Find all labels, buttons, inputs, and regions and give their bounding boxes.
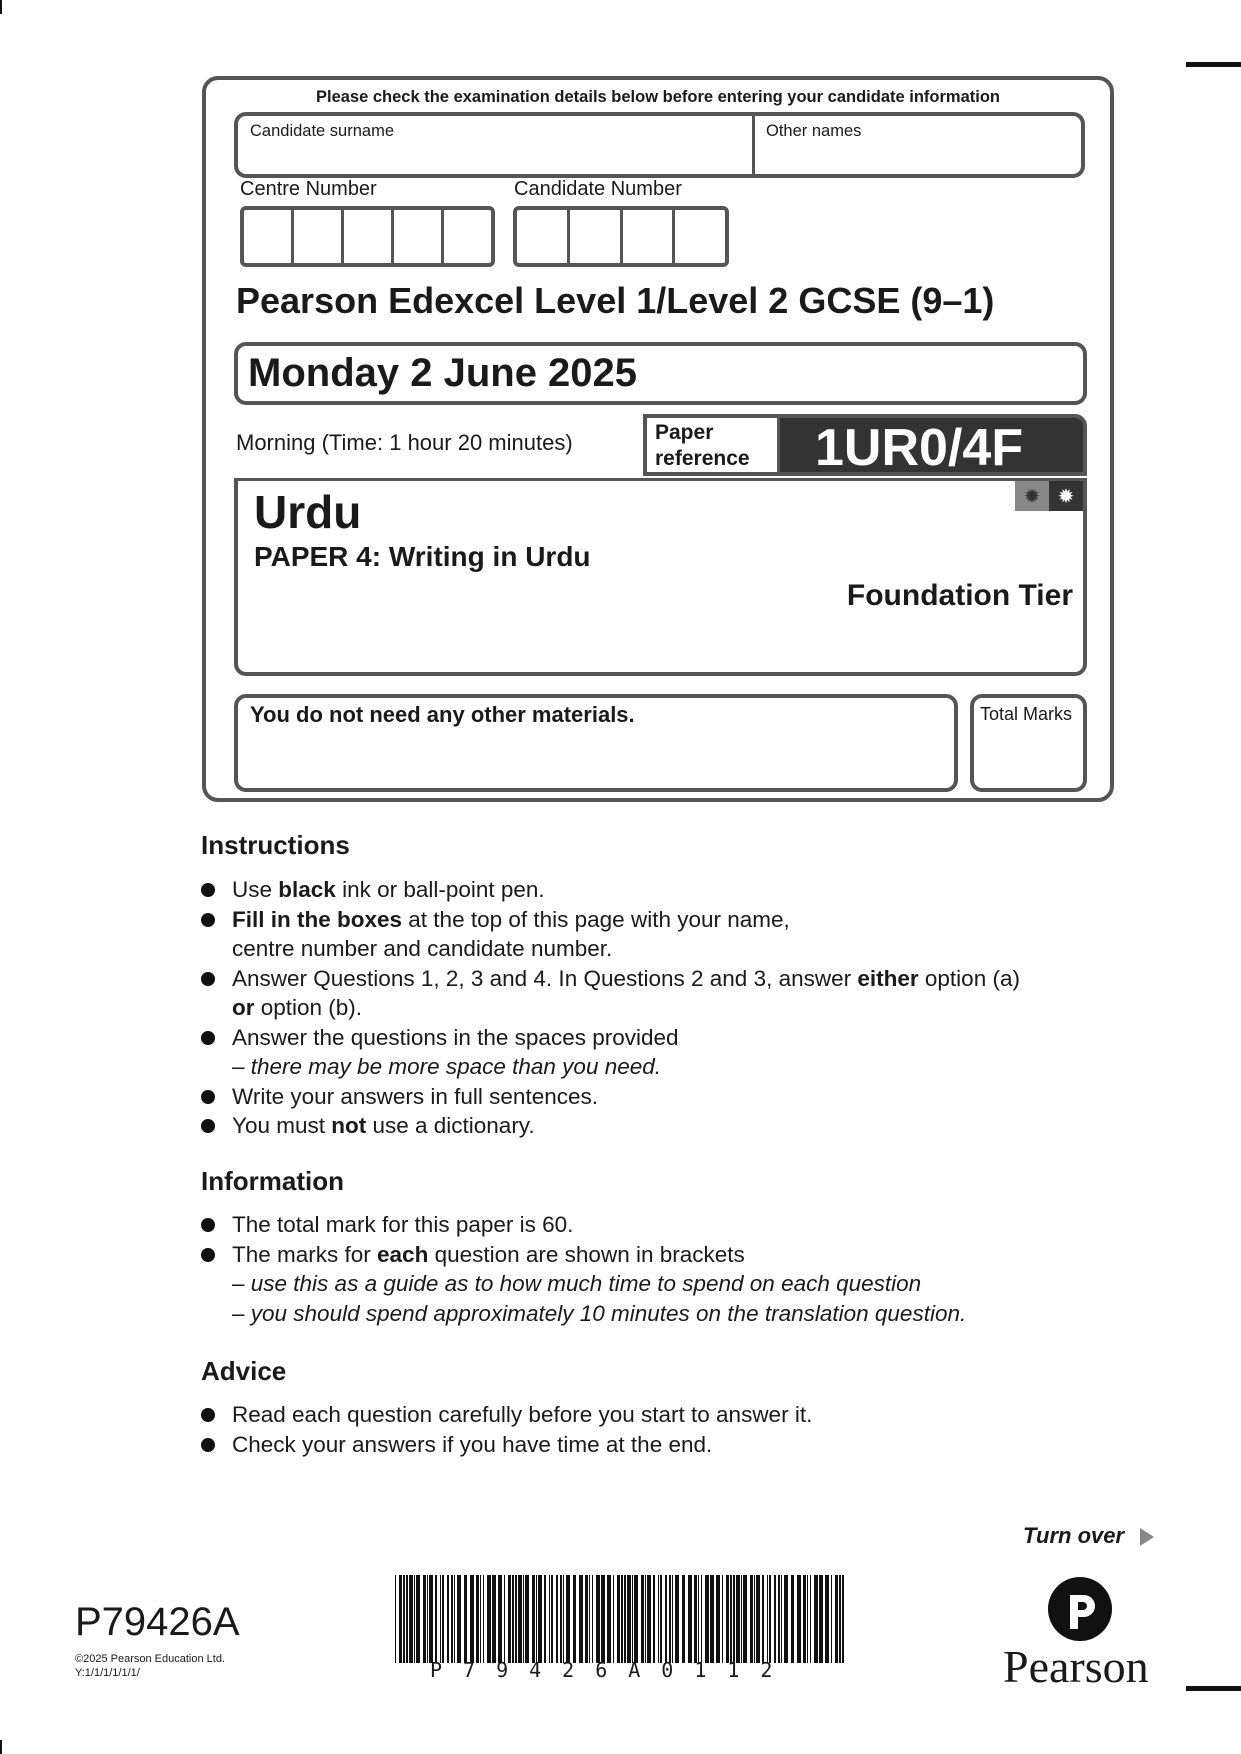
barcode-bar — [743, 1575, 747, 1663]
item-text: Answer Questions 1, 2, 3 and 4. In Questions 2 and 3, answer — [232, 965, 858, 991]
barcode-bar — [492, 1575, 496, 1663]
barcode-bar — [423, 1575, 426, 1663]
barcode-bar — [665, 1575, 667, 1663]
barcode-bar — [556, 1575, 558, 1663]
paper-title — [254, 541, 591, 573]
barcode-bar — [579, 1575, 583, 1663]
item-text: question are shown in brackets — [428, 1241, 745, 1267]
name-divider — [752, 116, 755, 174]
paper-reference-code: 1UR0/4F — [815, 419, 1024, 477]
digit-cell[interactable] — [675, 210, 725, 263]
qualification-title: Pearson Edexcel Level 1/Level 2 GCSE (9–1) — [236, 280, 995, 321]
barcode-bar — [733, 1575, 735, 1663]
barcode-bar — [645, 1575, 646, 1663]
item-bold: either — [857, 965, 919, 991]
barcode-bar — [403, 1575, 405, 1663]
copyright-block — [75, 1652, 225, 1680]
list-item — [201, 1082, 1020, 1112]
barcode-bar — [701, 1575, 702, 1663]
barcode-bar — [414, 1575, 415, 1663]
barcode-bar — [750, 1575, 753, 1663]
barcode-bar — [726, 1575, 729, 1663]
barcode-bar — [451, 1575, 453, 1663]
barcode-bar — [627, 1575, 631, 1663]
barcode-bar — [573, 1575, 576, 1663]
barcode-bar — [442, 1575, 444, 1663]
list-item — [201, 905, 1020, 935]
barcode-bar — [722, 1575, 723, 1663]
centre-number-label: Centre Number — [240, 178, 377, 200]
barcode-bar — [781, 1575, 782, 1663]
barcode-bar — [429, 1575, 433, 1663]
barcode-bar — [647, 1575, 651, 1663]
barcode-bar — [814, 1575, 818, 1663]
tier-label: Foundation Tier — [846, 579, 1073, 612]
barcode-bar — [563, 1575, 564, 1663]
list-item — [201, 875, 1020, 905]
barcode-bar — [476, 1575, 479, 1663]
digit-cell[interactable] — [517, 210, 570, 263]
paper-reference-label-line-2: reference — [655, 447, 750, 470]
digit-cell[interactable] — [244, 210, 294, 263]
barcode-bar — [698, 1575, 699, 1663]
other-names-label: Other names — [766, 122, 862, 140]
barcode-bar — [803, 1575, 806, 1663]
barcode-bar — [769, 1575, 771, 1663]
barcode-bar — [825, 1575, 829, 1663]
information-heading: Information — [201, 1166, 344, 1196]
barcode-bar — [810, 1575, 811, 1663]
barcode-bar — [784, 1575, 788, 1663]
crop-mark-bottom-left — [0, 1740, 2, 1754]
materials-note: You do not need any other materials. — [250, 702, 635, 727]
barcode-bar — [705, 1575, 709, 1663]
barcode-bar — [440, 1575, 441, 1663]
barcode-bar — [653, 1575, 655, 1663]
candidate-number-label: Candidate Number — [514, 178, 682, 200]
barcode-bar — [710, 1575, 714, 1663]
paper-reference-label — [655, 420, 750, 472]
barcode-bar — [470, 1575, 474, 1663]
item-text: You must — [232, 1113, 332, 1138]
list-item — [201, 1023, 1020, 1053]
check-details-note: Please check the examination details below before entering your candidate information — [315, 88, 1000, 106]
bullet-icon — [201, 972, 215, 986]
barcode-bar — [716, 1575, 720, 1663]
barcode-bar — [774, 1575, 776, 1663]
barcode-bar — [447, 1575, 449, 1663]
barcode-bar — [741, 1575, 742, 1663]
list-item-continuation: – use this as a guide as to how much time to spend on each question — [232, 1271, 922, 1296]
advice-list — [201, 1400, 812, 1459]
barcode-bar — [525, 1575, 529, 1663]
turn-over-label: Turn over — [1023, 1523, 1125, 1548]
barcode-bar — [549, 1575, 550, 1663]
barcode-digits: P79426A0112 — [430, 1658, 794, 1682]
materials-box — [234, 694, 958, 792]
pearson-logo-icon — [1000, 1575, 1160, 1645]
digit-cell[interactable] — [623, 210, 676, 263]
barcode-bar — [797, 1575, 801, 1663]
barcode-bar — [395, 1575, 396, 1663]
information-list — [201, 1210, 966, 1328]
tier-badges — [1015, 481, 1083, 511]
crop-mark-top-left — [0, 0, 2, 14]
barcode-bar — [551, 1575, 553, 1663]
barcode-bar — [754, 1575, 755, 1663]
barcode-bar — [767, 1575, 768, 1663]
bullet-icon — [201, 1218, 215, 1232]
digit-cell[interactable] — [444, 210, 491, 263]
barcode-bar — [536, 1575, 537, 1663]
barcode-bar — [660, 1575, 662, 1663]
barcode-bar — [406, 1575, 408, 1663]
bullet-icon — [201, 1090, 215, 1104]
barcode-icon — [393, 1575, 847, 1663]
barcode-bar — [464, 1575, 467, 1663]
barcode-bar — [592, 1575, 593, 1663]
barcode-bar — [544, 1575, 546, 1663]
item-text: option (a) — [918, 965, 1020, 991]
paper-reference-label-area — [647, 418, 780, 472]
list-item-continuation: centre number and candidate number. — [232, 936, 613, 961]
list-item-continuation: – you should spend approximately 10 minutes on the translation question. — [232, 1300, 967, 1326]
item-text: option (b). — [254, 995, 363, 1020]
barcode-bar — [532, 1575, 535, 1663]
item-text: use a dictionary. — [366, 1113, 535, 1138]
item-bold: black — [278, 877, 336, 902]
surname-label: Candidate surname — [250, 122, 395, 140]
digit-cell[interactable] — [570, 210, 623, 263]
item-bold: not — [331, 1113, 367, 1138]
item-bold: each — [377, 1241, 429, 1267]
list-item-continuation: – there may be more space than you need. — [232, 1054, 662, 1079]
bullet-icon — [201, 1248, 215, 1262]
barcode-bar — [694, 1575, 697, 1663]
barcode-bar — [835, 1575, 838, 1663]
bullet-icon — [201, 1438, 215, 1452]
barcode-bar — [613, 1575, 614, 1663]
item-text: Use — [232, 877, 279, 902]
barcode-bar — [669, 1575, 671, 1663]
barcode-bar — [483, 1575, 484, 1663]
barcode-bar — [730, 1575, 732, 1663]
barcode-bar — [601, 1575, 605, 1663]
paper-code: P79426A — [75, 1600, 240, 1644]
barcode-bar — [607, 1575, 611, 1663]
gear-icon: ✹ — [1049, 481, 1083, 511]
item-text: Check your answers if you have time at the end. — [232, 1431, 713, 1457]
barcode-bar — [634, 1575, 638, 1663]
barcode-bar — [566, 1575, 570, 1663]
barcode-bar — [560, 1575, 562, 1663]
exam-date: Monday 2 June 2025 — [248, 351, 638, 395]
list-item — [201, 1400, 812, 1430]
exam-date-box — [234, 342, 1087, 405]
barcode-bar — [778, 1575, 780, 1663]
item-text: at the top of this page with your name, — [402, 906, 790, 932]
barcode-bar — [512, 1575, 514, 1663]
instructions-list — [201, 875, 1020, 1141]
item-text: Write your answers in full sentences. — [232, 1083, 598, 1109]
barcode-bar — [839, 1575, 841, 1663]
candidate-number-boxes[interactable] — [513, 206, 729, 267]
digit-cell[interactable] — [344, 210, 394, 263]
list-item — [201, 1430, 812, 1460]
barcode-bar — [457, 1575, 461, 1663]
barcode-bar — [756, 1575, 760, 1663]
exam-session: Morning (Time: 1 hour 20 minutes) — [236, 430, 573, 455]
paper-reference-box — [643, 414, 1087, 476]
list-item-continuation — [201, 993, 1020, 1023]
barcode-bar — [791, 1575, 794, 1663]
item-text: Read each question carefully before you start to answer it. — [232, 1402, 813, 1427]
paper-name: Writing in Urdu — [388, 541, 591, 572]
barcode-bar — [589, 1575, 590, 1663]
barcode-bar — [617, 1575, 620, 1663]
barcode-bar — [480, 1575, 481, 1663]
barcode-bar — [762, 1575, 764, 1663]
paper-prefix: PAPER 4: — [254, 541, 382, 572]
barcode-bar — [518, 1575, 522, 1663]
barcode-bar — [807, 1575, 808, 1663]
bullet-icon — [201, 913, 215, 927]
list-item — [201, 964, 1020, 994]
barcode-bar — [454, 1575, 455, 1663]
bullet-icon — [201, 1408, 215, 1422]
centre-number-boxes[interactable] — [240, 206, 495, 267]
barcode-bar — [435, 1575, 437, 1663]
barcode-bar — [416, 1575, 420, 1663]
pearson-wordmark: Pearson — [1003, 1641, 1149, 1692]
bullet-icon — [201, 1031, 215, 1045]
candidate-panel — [202, 76, 1114, 802]
barcode-bar — [632, 1575, 633, 1663]
barcode-bar — [515, 1575, 517, 1663]
subject-title: Urdu — [254, 486, 362, 538]
barcode-bar — [675, 1575, 679, 1663]
item-text: ink or ball-point pen. — [335, 877, 545, 902]
barcode-bar — [831, 1575, 832, 1663]
crop-mark-top-right — [1186, 62, 1241, 67]
barcode-bar — [399, 1575, 402, 1663]
barcode-bar — [487, 1575, 491, 1663]
barcode-bar — [641, 1575, 644, 1663]
barcode-bar — [682, 1575, 685, 1663]
item-text: The total mark for this paper is 60. — [232, 1212, 574, 1237]
bullet-icon — [201, 1119, 215, 1133]
item-text: The marks for — [232, 1241, 378, 1267]
barcode-bar — [538, 1575, 542, 1663]
digit-cell[interactable] — [394, 210, 444, 263]
list-item — [201, 1111, 1020, 1141]
barcode-bar — [672, 1575, 673, 1663]
item-bold: Fill in the boxes — [232, 906, 403, 932]
barcode-bar — [621, 1575, 623, 1663]
copyright-text: ©2025 Pearson Education Ltd. — [75, 1653, 225, 1665]
paper-reference-label-line-1: Paper — [655, 421, 714, 444]
total-marks-label: Total Marks — [980, 704, 1073, 724]
bullet-icon — [201, 883, 215, 897]
item-bold: or — [232, 995, 255, 1020]
barcode-bar — [736, 1575, 740, 1663]
total-marks-box[interactable] — [970, 694, 1087, 792]
item-text: Answer the questions in the spaces provided — [232, 1024, 679, 1050]
barcode-bar — [842, 1575, 844, 1663]
barcode-bar — [427, 1575, 428, 1663]
play-arrow-icon — [1140, 1528, 1154, 1546]
digit-cell[interactable] — [294, 210, 344, 263]
barcode-bar — [688, 1575, 692, 1663]
candidate-name-box[interactable] — [234, 112, 1085, 178]
instructions-heading: Instructions — [201, 830, 350, 860]
barcode-bar — [498, 1575, 502, 1663]
list-item — [201, 1210, 966, 1240]
subject-box — [234, 478, 1087, 676]
crop-mark-bottom-right — [1186, 1686, 1241, 1691]
barcode-bar — [585, 1575, 588, 1663]
list-item — [201, 1240, 966, 1270]
advice-heading: Advice — [201, 1356, 287, 1386]
barcode-bar — [624, 1575, 626, 1663]
barcode-bar — [508, 1575, 511, 1663]
print-code: Y:1/1/1/1/1/1/ — [75, 1667, 140, 1679]
barcode-bar — [819, 1575, 823, 1663]
gear-icon: ✹ — [1015, 481, 1049, 511]
barcode-bar — [523, 1575, 524, 1663]
barcode-bar — [658, 1575, 659, 1663]
barcode-bar — [596, 1575, 600, 1663]
barcode-bar — [409, 1575, 413, 1663]
barcode-bar — [504, 1575, 505, 1663]
